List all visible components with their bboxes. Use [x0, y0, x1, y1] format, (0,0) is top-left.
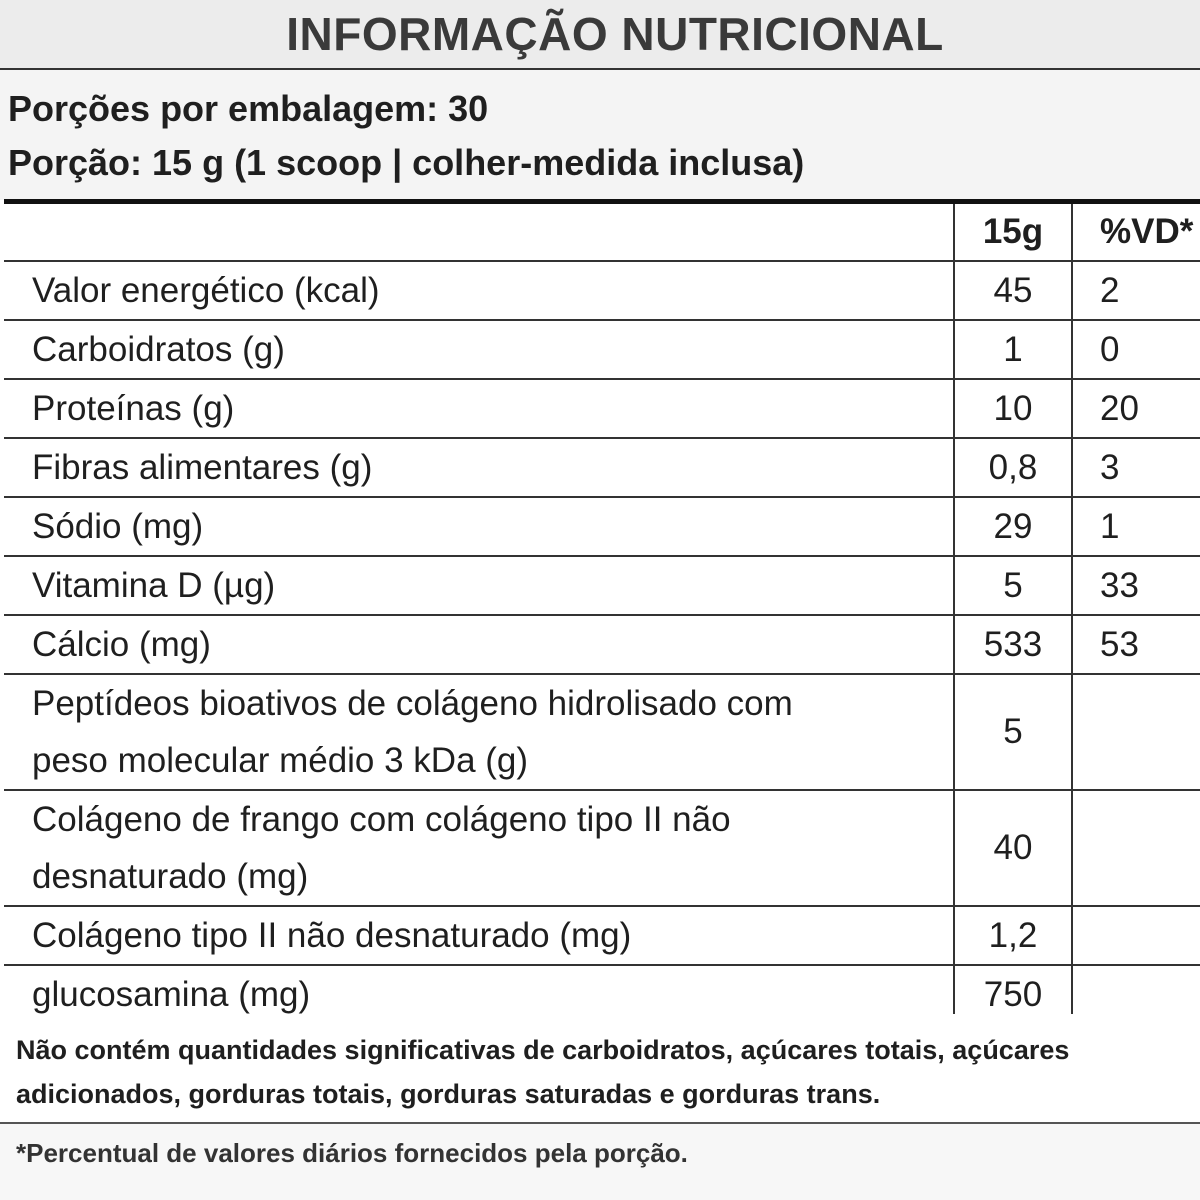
table-row [4, 379, 1200, 438]
header-amount: 15g [954, 204, 1072, 261]
nutrient-name [4, 790, 954, 906]
nutrient-name: Fibras alimentares (g) [4, 438, 954, 497]
servings-per-package: Porções por embalagem: 30 [8, 88, 489, 129]
nutrient-amount: 29 [954, 497, 1072, 556]
table-row [4, 261, 1200, 320]
not-significant-note [0, 1014, 1200, 1124]
nutrient-name: Valor energético (kcal) [4, 261, 954, 320]
nutrient-name: Colágeno tipo II não desnaturado (mg) [4, 906, 954, 965]
nutrient-dv: 33 [1072, 556, 1200, 615]
table-row [4, 615, 1200, 674]
nutrient-name-line1: Colágeno de frango com colágeno tipo II não [32, 800, 731, 839]
footnote-band [0, 1124, 1200, 1200]
header-nutrient [4, 204, 954, 261]
nutrient-dv [1072, 674, 1200, 790]
table-row [4, 320, 1200, 379]
table-row [4, 906, 1200, 965]
nutrient-name: Proteínas (g) [4, 379, 954, 438]
nutrient-amount: 533 [954, 615, 1072, 674]
table-row [4, 556, 1200, 615]
serving-info [0, 70, 1200, 200]
nutrient-dv: 2 [1072, 261, 1200, 320]
table-row [4, 674, 1200, 790]
label-title: INFORMAÇÃO NUTRICIONAL [286, 8, 944, 60]
nutrient-name-line2: desnaturado (mg) [32, 857, 309, 896]
nutrient-name-line2: peso molecular médio 3 kDa (g) [32, 741, 529, 780]
title-band [0, 0, 1200, 70]
serving-size: Porção: 15 g (1 scoop | colher-medida inclusa) [8, 142, 805, 183]
nutrient-name: Cálcio (mg) [4, 615, 954, 674]
nutrient-dv [1072, 790, 1200, 906]
nutrient-name: Sódio (mg) [4, 497, 954, 556]
nutrient-amount: 1,2 [954, 906, 1072, 965]
nutrient-dv: 1 [1072, 497, 1200, 556]
nutrient-dv [1072, 906, 1200, 965]
nutrient-amount: 5 [954, 556, 1072, 615]
nutrient-name: Vitamina D (µg) [4, 556, 954, 615]
nutrition-table [4, 199, 1200, 1027]
nutrient-amount: 5 [954, 674, 1072, 790]
nutrient-amount: 750 [954, 965, 1072, 1025]
header-dv: %VD* [1072, 204, 1200, 261]
nutrient-dv: 53 [1072, 615, 1200, 674]
nutrient-name [4, 674, 954, 790]
nutrient-amount: 10 [954, 379, 1072, 438]
nutrient-amount: 40 [954, 790, 1072, 906]
nutrient-amount: 1 [954, 320, 1072, 379]
table-row [4, 497, 1200, 556]
table-row [4, 790, 1200, 906]
nutrient-name-line1: Peptídeos bioativos de colágeno hidrolisado com [32, 684, 793, 723]
nutrient-dv: 20 [1072, 379, 1200, 438]
nutrient-name: Carboidratos (g) [4, 320, 954, 379]
not-significant-text: Não contém quantidades significativas de carboidratos, açúcares totais, açúcares adicionados, gorduras totais, gorduras saturadas e gorduras trans. [16, 1035, 1070, 1109]
nutrient-amount: 45 [954, 261, 1072, 320]
daily-value-footnote: *Percentual de valores diários fornecidos pela porção. [16, 1138, 688, 1168]
nutrient-dv: 0 [1072, 320, 1200, 379]
nutrient-name: glucosamina (mg) [4, 965, 954, 1025]
table-header-row [4, 204, 1200, 261]
nutrient-amount: 0,8 [954, 438, 1072, 497]
nutrient-dv: 3 [1072, 438, 1200, 497]
table-row [4, 438, 1200, 497]
